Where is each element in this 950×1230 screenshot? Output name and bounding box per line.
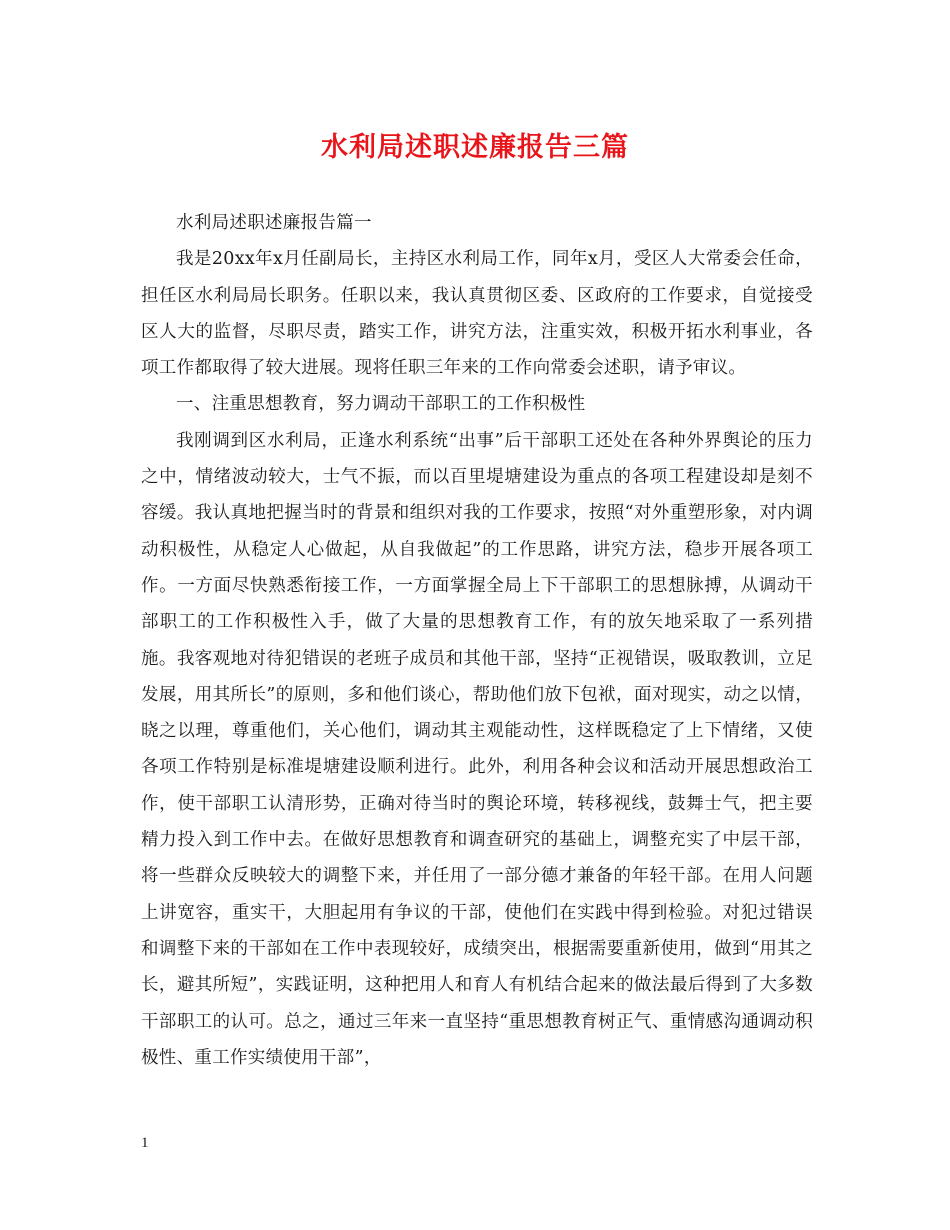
document-body xyxy=(141,205,813,1076)
page-title: 水利局述职述廉报告三篇 xyxy=(321,132,629,163)
section-heading: 水利局述职述廉报告篇一 xyxy=(176,213,372,233)
subsection-heading: 一、注重思想教育，努力调动干部职工的工作积极性 xyxy=(176,394,586,415)
paragraph: 我是20xx年x月任副局长，主持区水利局工作，同年x月，受区人大常委会任命，担任区水利局局长职务。任职以来，我认真贯彻区委、区政府的工作要求，自觉接受区人大的监督，尽职尽责，踏实工作，讲究方法，注重实效，积极开拓水利事业，各项工作都取得了较大进展。现将任职三年来的工作向常委会述职，请予审议。 xyxy=(141,249,813,379)
paragraph: 我刚调到区水利局，正逢水利系统“出事”后干部职工还处在各种外界舆论的压力之中，情绪波动较大，士气不振，而以百里堤塘建设为重点的各项工程建设却是刻不容缓。我认真地把握当时的背景和组织对我的工作要求，按照“对外重塑形象，对内调动积极性，从稳定人心做起，从自我做起”的工作思路，讲究方法，稳步开展各项工作。一方面尽快熟悉衔接工作，一方面掌握全局上下干部职工的思想脉搏，从调动干部职工的工作积极性入手，做了大量的思想教育工作，有的放矢地采取了一系列措施。我客观地对待犯错误的老班子成员和其他干部，坚持“正视错误，吸取教训，立足发展，用其所长”的原则，多和他们谈心，帮助他们放下包袱，面对现实，动之以情，晓之以理，尊重他们，关心他们，调动其主观能动性，这样既稳定了上下情绪，又使各项工作特别是标准堤塘建设顺利进行。此外，利用各种会议和活动开展思想政治工作，使干部职工认清形势，正确对待当时的舆论环境，转移视线，鼓舞士气，把主要精力投入到工作中去。在做好思想教育和调查研究的基础上，调整充实了中层干部，将一些群众反映较大的调整下来，并任用了一部分德才兼备的年轻干部。在用人问题上讲宽容，重实干，大胆起用有争议的干部，使他们在实践中得到检验。对犯过错误和调整下来的干部如在工作中表现较好，成绩突出，根据需要重新使用，做到“用其之长，避其所短”，实践证明，这种把用人和育人有机结合起来的做法最后得到了大多数干部职工的认可。总之，通过三年来一直坚持“重思想教育树正气、重情感沟通调动积极性、重工作实绩使用干部”， xyxy=(141,430,813,1068)
page-number: 1 xyxy=(141,1135,149,1151)
